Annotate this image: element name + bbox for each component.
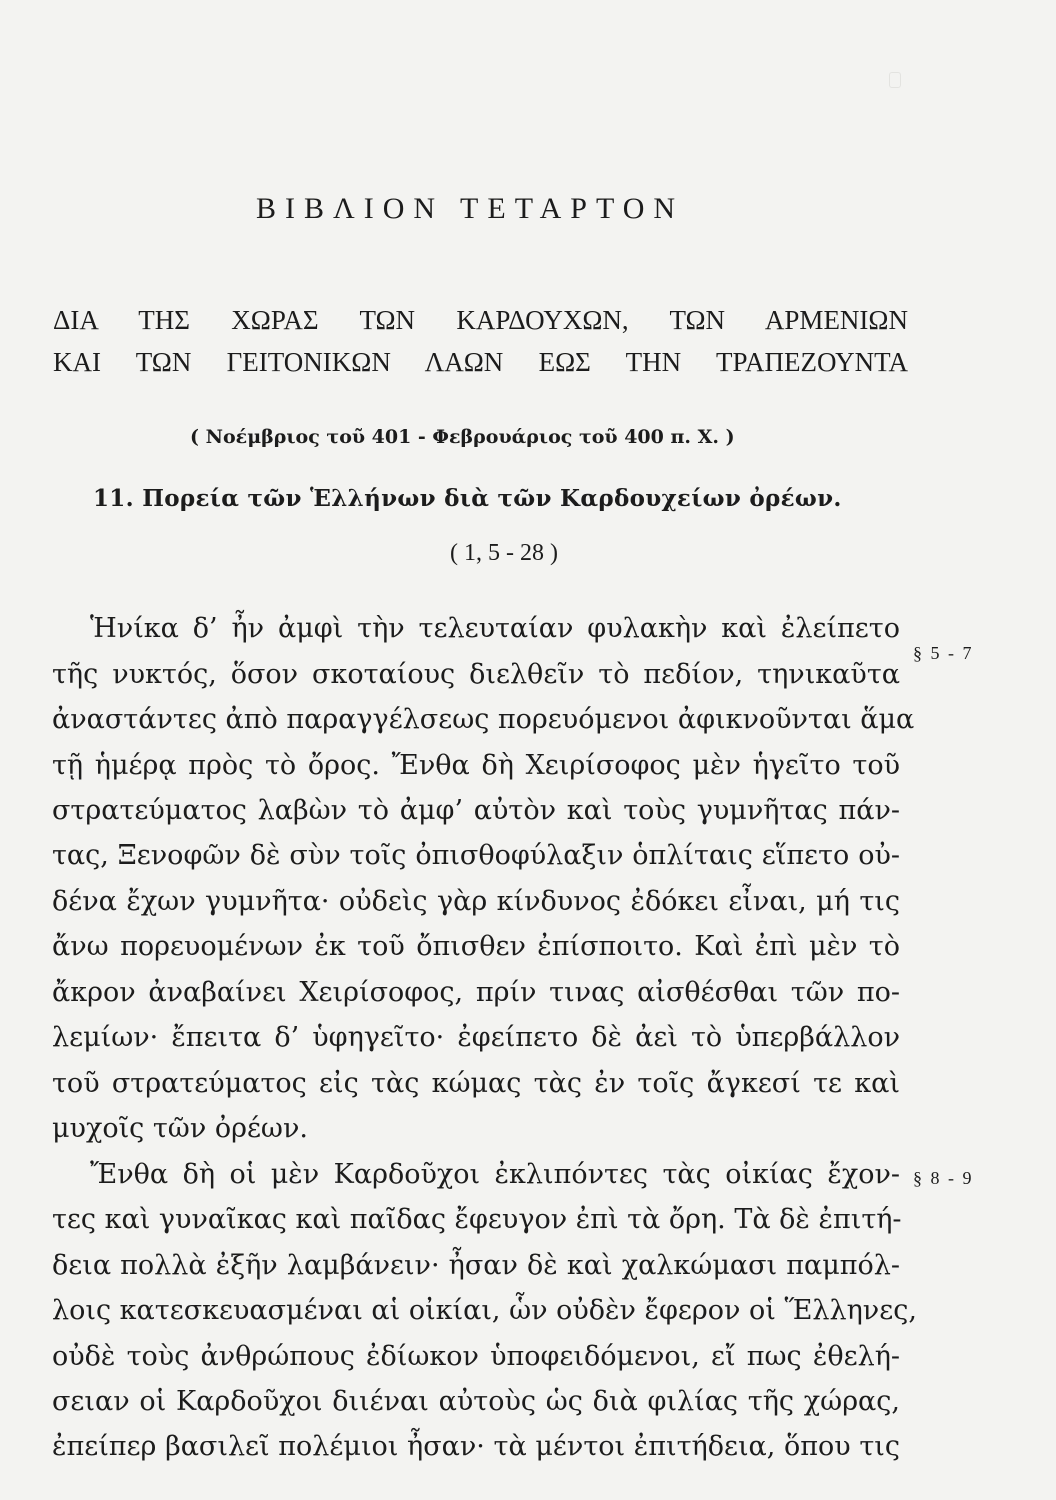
body-line: τες καὶ γυναῖκας καὶ παῖδας ἔφευγον ἐπὶ τὰ ὄρη. Τὰ δὲ ἐπιτή- [52, 1204, 902, 1235]
chapter-heading-line-1: ΔΙΑ ΤΗΣ ΧΩΡΑΣ ΤΩΝ ΚΑΡΔΟΥΧΩΝ, ΤΩΝ ΑΡΜΕΝΙΩΝ [53, 305, 908, 335]
margin-reference: § 5 - 7 [913, 643, 974, 663]
margin-reference: § 8 - 9 [913, 1168, 974, 1188]
section-reference: ( 1, 5 - 28 ) [450, 540, 558, 566]
body-line: ἀναστάντες ἀπὸ παραγγέλσεως πορευόμενοι ἀφικνοῦνται ἅμα [52, 704, 915, 735]
body-line: τας, Ξενοφῶν δὲ σὺν τοῖς ὀπισθοφύλαξιν ὁπλίταις εἵπετο οὐ- [52, 840, 900, 871]
body-line: τοῦ στρατεύματος εἰς τὰς κώμας τὰς ἐν τοῖς ἄγκεσί τε καὶ [52, 1068, 900, 1099]
body-line: Ἔνθα δὴ οἱ μὲν Καρδοῦχοι ἐκλιπόντες τὰς οἰκίας ἔχον- [90, 1159, 900, 1190]
body-line: οὐδὲ τοὺς ἀνθρώπους ἐδίωκον ὑποφειδόμενοι, εἴ πως ἐθελή- [52, 1341, 900, 1372]
body-line: ἐπείπερ βασιλεῖ πολέμιοι ἦσαν· τὰ μέντοι ἐπιτήδεια, ὅπου τις [52, 1431, 900, 1462]
body-line: δένα ἔχων γυμνῆτα· οὐδεὶς γὰρ κίνδυνος ἐδόκει εἶναι, μή τις [52, 886, 900, 917]
body-line: ἄνω πορευομένων ἐκ τοῦ ὄπισθεν ἐπίσποιτο. Καὶ ἐπὶ μὲν τὸ [52, 931, 900, 962]
section-title: 11. Πορεία τῶν Ἑλλήνων διὰ τῶν Καρδουχείων ὀρέων. [93, 485, 842, 512]
date-range: ( Νοέμβριος τοῦ 401 - Φεβρουάριος τοῦ 400 π. Χ. ) [190, 426, 735, 448]
body-line: Ἡνίκα δ’ ἦν ἀμφὶ τὴν τελευταίαν φυλακὴν καὶ ἐλείπετο [90, 613, 900, 644]
body-line: σειαν οἱ Καρδοῦχοι διιέναι αὐτοὺς ὡς διὰ φιλίας τῆς χώρας, [52, 1386, 900, 1417]
body-line: λεμίων· ἔπειτα δ’ ὑφηγεῖτο· ἐφείπετο δὲ ἀεὶ τὸ ὑπερβάλλον [52, 1022, 900, 1053]
body-line: τῆς νυκτός, ὅσον σκοταίους διελθεῖν τὸ πεδίον, τηνικαῦτα [52, 659, 900, 690]
body-line: δεια πολλὰ ἐξῆν λαμβάνειν· ἦσαν δὲ καὶ χαλκώμασι παμπόλ- [52, 1250, 900, 1281]
page-corner-mark [889, 72, 901, 88]
body-line: ἄκρον ἀναβαίνει Χειρίσοφος, πρίν τινας αἰσθέσθαι τῶν πο- [52, 977, 900, 1008]
book-title: ΒΙΒΛΙΟΝ ΤΕΤΑΡΤΟΝ [256, 192, 685, 225]
body-line: λοις κατεσκευασμέναι αἱ οἰκίαι, ὧν οὐδὲν ἔφερον οἱ Ἕλληνες, [52, 1295, 917, 1326]
body-line: στρατεύματος λαβὼν τὸ ἀμφ’ αὐτὸν καὶ τοὺς γυμνῆτας πάν- [52, 795, 900, 826]
body-line: μυχοῖς τῶν ὀρέων. [52, 1113, 308, 1144]
body-line: τῇ ἡμέρᾳ πρὸς τὸ ὄρος. Ἔνθα δὴ Χειρίσοφος μὲν ἡγεῖτο τοῦ [52, 750, 900, 781]
chapter-heading-line-2: ΚΑΙ ΤΩΝ ΓΕΙΤΟΝΙΚΩΝ ΛΑΩΝ ΕΩΣ ΤΗΝ ΤΡΑΠΕΖΟΥΝΤΑ [53, 347, 908, 377]
